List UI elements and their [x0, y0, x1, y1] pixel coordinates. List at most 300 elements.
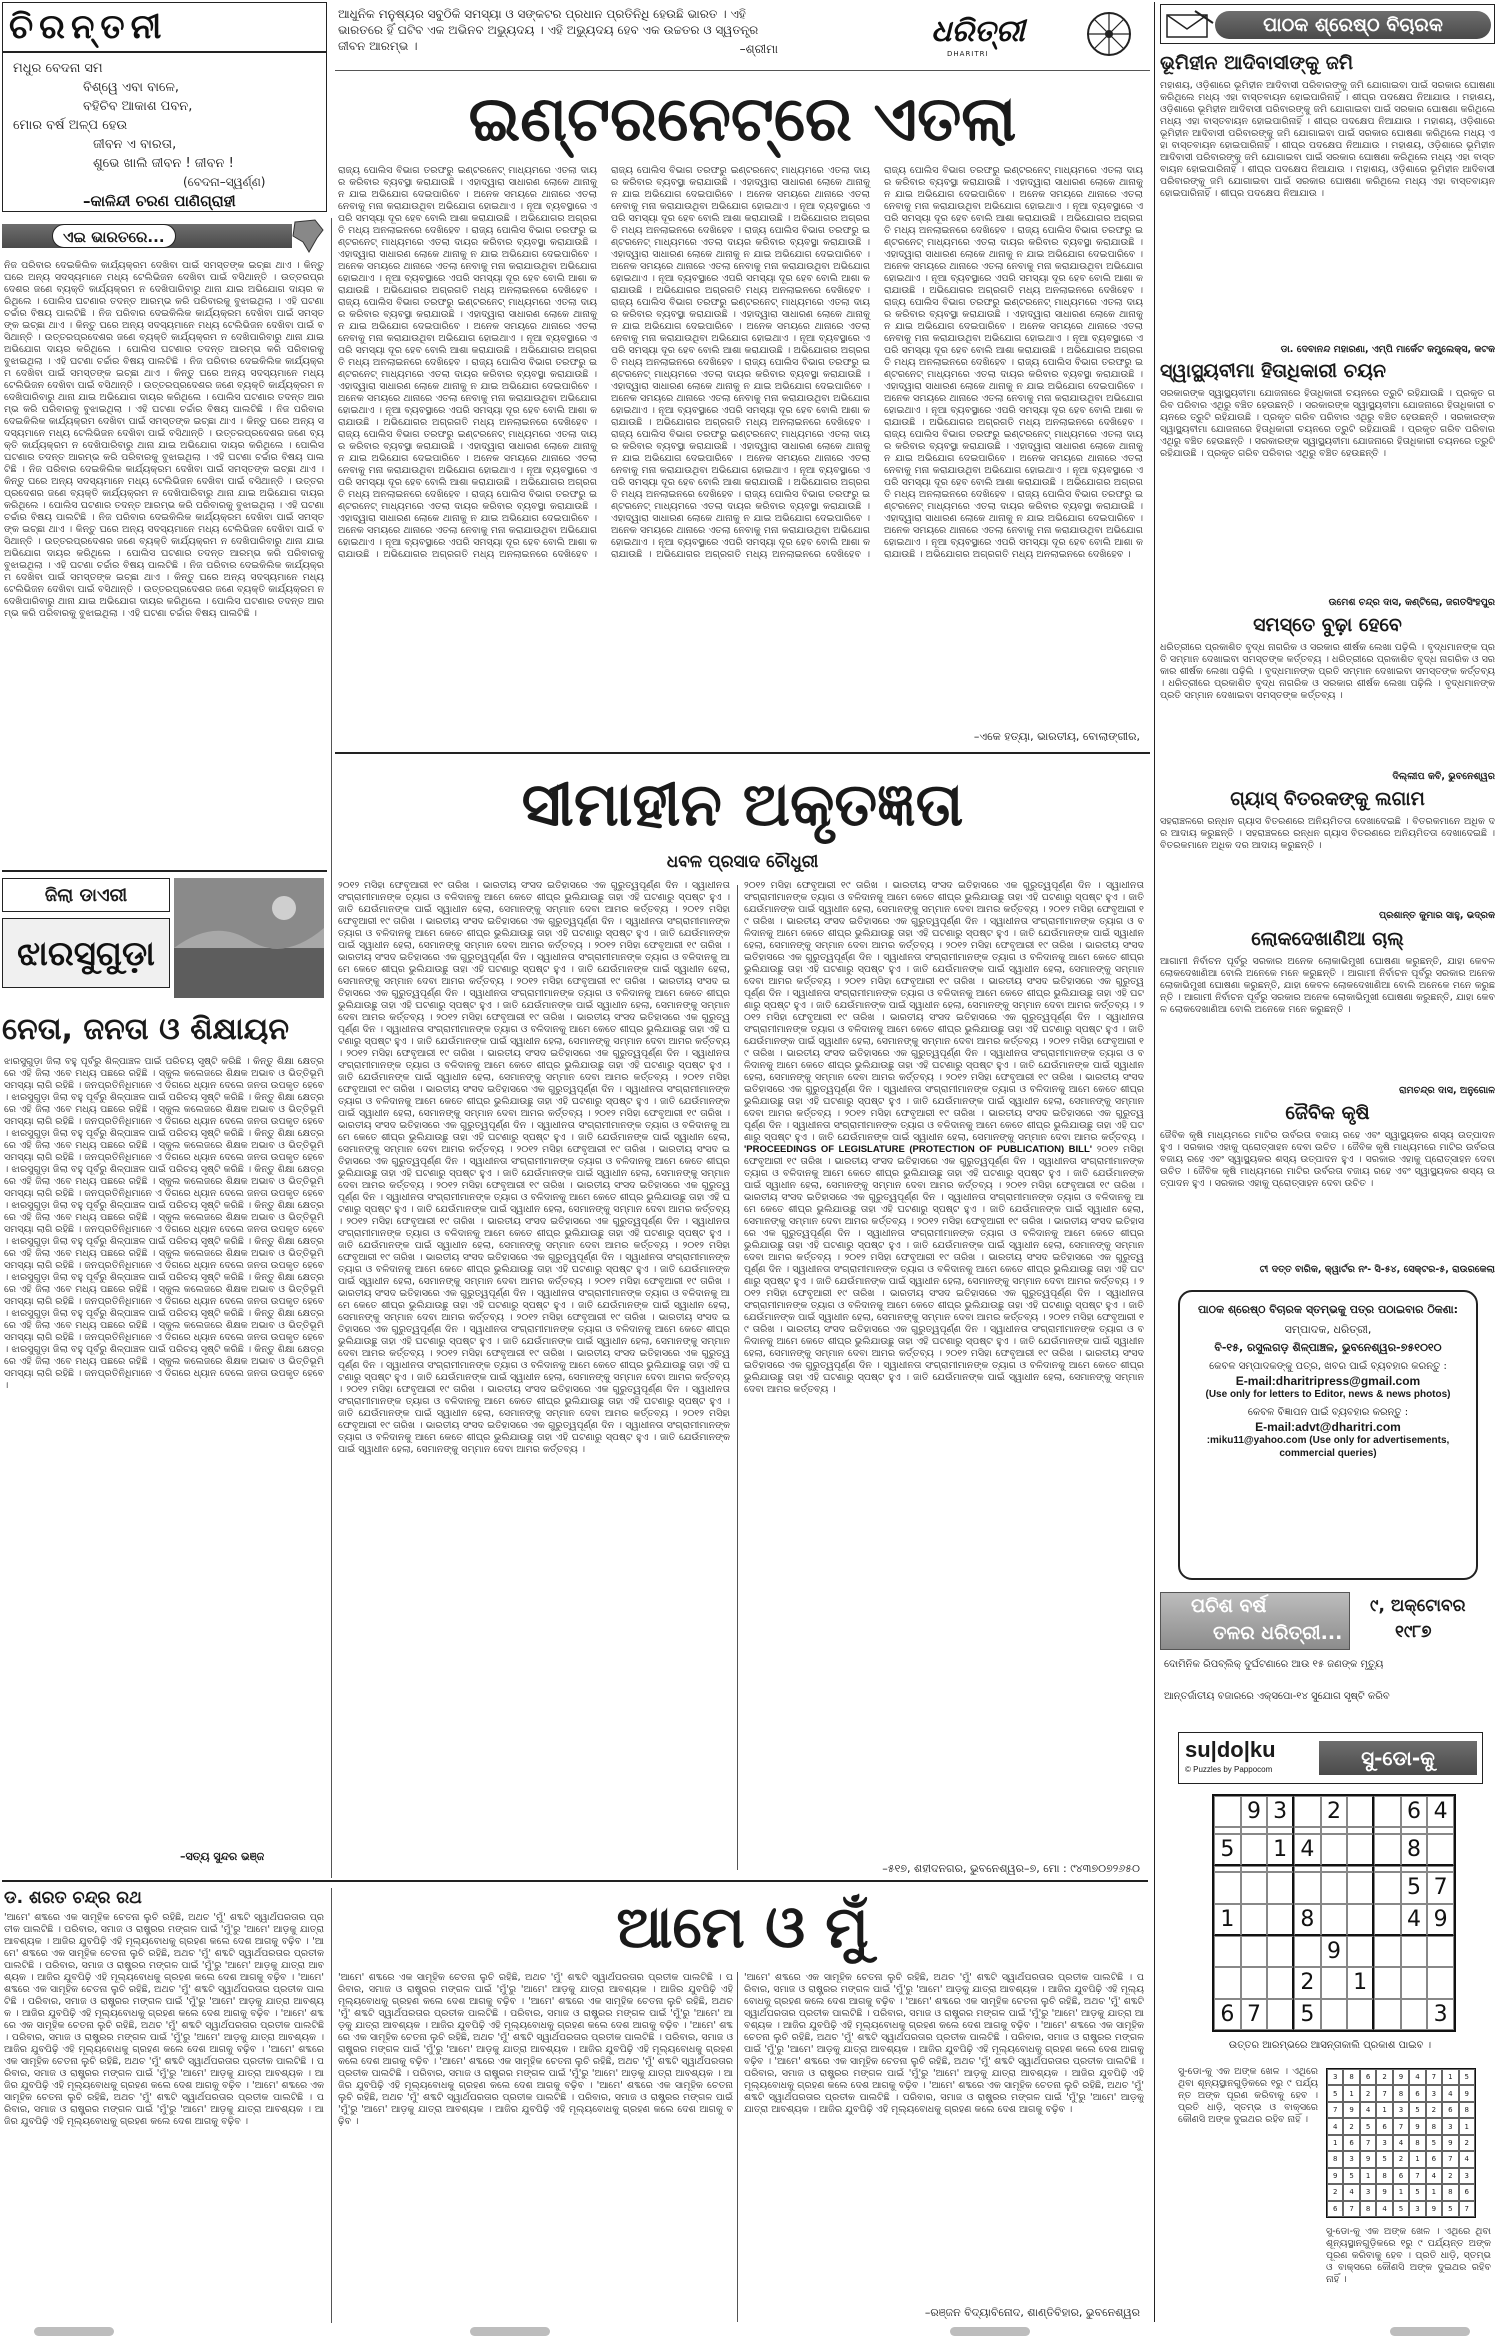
sudoku-cell[interactable]: [1347, 1834, 1374, 1866]
sudoku-cell[interactable]: [1294, 1796, 1321, 1827]
ame-body-c-cont4: 'ଆମେ' ଶବ୍ଦରେ ଏକ ସାମୂହିକ ଚେତନା ଲୁଚି ରହିଛି, ଅଥଚ 'ମୁଁ' ଶବ୍ଦଟି ସ୍ୱାର୍ଥପରତାର ପ୍ରତୀକ ପାଲଟିଛି । ପରିବାର, ସମାଜ ଓ ରାଷ୍ଟ୍ରର ମଙ୍ଗଳ ପାଇଁ 'ମୁଁ'ରୁ 'ଆମେ' ଆଡ଼କୁ ଯାତ୍ରା ଆବଶ୍ୟକ । ଆଜିର ଯୁବପିଢ଼ି ଏହି ମୂଲ୍ୟବୋଧକୁ ଗ୍ରହଣ କଲେ ଦେଶ ଆଗକୁ ବଢ଼ିବ ।: [744, 2080, 1144, 2115]
district-diary-label: ଜିଲା ଡାଏରୀ: [2, 878, 170, 912]
prev-solution-cell: 4: [1376, 2201, 1392, 2217]
letter-2: [1160, 358, 1495, 608]
sudoku-cell[interactable]: [1401, 1936, 1428, 1967]
pachisa-item-2: ଆନ୍ତର୍ଜାତୀୟ ବଜାରରେ ଏକ୍‌ସପୋ-୧୪ ସୁଯୋଗ ସୃଷ୍ଟି କରିବ: [1164, 1691, 1390, 1702]
sudoku-cell: 6: [1401, 1796, 1428, 1827]
prev-solution-cell: 1: [1376, 2102, 1392, 2118]
simahina-body-b-cont8: ୨୦୧୨ ମସିହା ଫେବୃଆରୀ ୧୯ ତାରିଖ । ଭାରତୀୟ ସଂସଦ ଇତିହାସରେ ଏକ ଗୁରୁତ୍ୱପୂର୍ଣ୍ଣ ଦିନ । ସ୍ୱାଧୀନତା ସଂଗ୍ରାମୀମାନଙ୍କ ତ୍ୟାଗ ଓ ବଳିଦାନକୁ ଆମେ କେତେ ଶୀଘ୍ର ଭୁଲିଯାଉଛୁ ତାହା ଏହି ଘଟଣାରୁ ସ୍ପଷ୍ଟ ହୁଏ । ଜାତି ଯେଉଁମାନଙ୍କ ପାଇଁ ସ୍ୱାଧୀନ ହେଲା, ସେମାନଙ୍କୁ ସମ୍ମାନ ଦେବା ଆମର କର୍ତ୍ତବ୍ୟ ।: [744, 1144, 1144, 1191]
prev-solution-cell: 9: [1327, 2168, 1343, 2184]
prev-solution-cell: 6: [1442, 2102, 1458, 2118]
sudoku-cell[interactable]: [1321, 1904, 1348, 1936]
prev-solution-cell: 5: [1426, 2135, 1442, 2151]
sudoku-cell[interactable]: [1347, 1936, 1374, 1967]
prev-solution-cell: 8: [1343, 2069, 1359, 2085]
prev-solution-cell: 3: [1442, 2118, 1458, 2134]
sudoku-cell: 8: [1294, 1904, 1321, 1936]
ame-body-c: 'ଆମେ' ଶବ୍ଦରେ ଏକ ସାମୂହିକ ଚେତନା ଲୁଚି ରହିଛି, ଅଥଚ 'ମୁଁ' ଶବ୍ଦଟି ସ୍ୱାର୍ଥପରତାର ପ୍ରତୀକ ପାଲଟିଛି । ପରିବାର, ସମାଜ ଓ ରାଷ୍ଟ୍ରର ମଙ୍ଗଳ ପାଇଁ 'ମୁଁ'ରୁ 'ଆମେ' ଆଡ଼କୁ ଯାତ୍ରା ଆବଶ୍ୟକ । ଆଜିର ଯୁବପିଢ଼ି ଏହି ମୂଲ୍ୟବୋଧକୁ ଗ୍ରହଣ କଲେ ଦେଶ ଆଗକୁ ବଢ଼ିବ ।: [744, 1972, 1144, 2007]
sudoku-cell[interactable]: [1374, 1872, 1401, 1903]
dharitri-logo: [925, 6, 1143, 64]
prev-solution-cell: 2: [1442, 2168, 1458, 2184]
neta-body-cont8: ଝାରସୁଗୁଡ଼ା ଜିଲା ବହୁ ପୂର୍ବରୁ ଶିଳ୍ପାଞ୍ଚଳ ପାଇଁ ପରିଚୟ ସୃଷ୍ଟି କରିଛି । କିନ୍ତୁ ଶିକ୍ଷା କ୍ଷେତ୍ରରେ ଏହି ଜିଲା ଏବେ ମଧ୍ୟ ପଛରେ ରହିଛି । ସ୍କୁଲ କଲେଜରେ ଶିକ୍ଷକ ଅଭାବ ଓ ଭିତ୍ତିଭୂମି ସମସ୍ୟା ଲାଗି ରହିଛି । ଜନପ୍ରତିନିଧିମାନେ ଏ ଦିଗରେ ଧ୍ୟାନ ଦେଲେ ଜନତା ଉପକୃତ ହେବେ ।: [4, 1344, 324, 1391]
neta-article: [4, 1056, 324, 1866]
prev-solution-cell: 4: [1327, 2118, 1343, 2134]
sudoku-cell[interactable]: [1267, 1999, 1294, 2030]
simahina-col-1: [338, 880, 730, 1875]
sudoku-cell: 7: [1427, 1872, 1454, 1903]
district-diary: [2, 878, 327, 1006]
sudoku-cell[interactable]: [1374, 1834, 1401, 1866]
letter-2-title: ସ୍ୱାସ୍ଥ୍ୟବୀମା ହିତାଧିକାରୀ ଚୟନ: [1160, 360, 1386, 382]
pachisa-banner-line1: ପଚିଶ ବର୍ଷ: [1191, 1595, 1267, 1617]
prev-solution-cell: 3: [1393, 2102, 1409, 2118]
sudoku-cell[interactable]: [1347, 1796, 1374, 1827]
letter-3-body: [1160, 642, 1495, 762]
simahina-body-b-cont3: ୨୦୧୨ ମସିହା ଫେବୃଆରୀ ୧୯ ତାରିଖ । ଭାରତୀୟ ସଂସଦ ଇତିହାସରେ ଏକ ଗୁରୁତ୍ୱପୂର୍ଣ୍ଣ ଦିନ । ସ୍ୱାଧୀନତା ସଂଗ୍ରାମୀମାନଙ୍କ ତ୍ୟାଗ ଓ ବଳିଦାନକୁ ଆମେ କେତେ ଶୀଘ୍ର ଭୁଲିଯାଉଛୁ ତାହା ଏହି ଘଟଣାରୁ ସ୍ପଷ୍ଟ ହୁଏ । ଜାତି ଯେଉଁମାନଙ୍କ ପାଇଁ ସ୍ୱାଧୀନ ହେଲା, ସେମାନଙ୍କୁ ସମ୍ମାନ ଦେବା ଆମର କର୍ତ୍ତବ୍ୟ ।: [744, 976, 1144, 1011]
quote-text: ଆଧୁନିକ ମନୁଷ୍ୟର ସବୁଠିକି ସମସ୍ୟା ଓ ସଙ୍କଟର ପ୍ରଧାନ ପ୍ରତିନିଧି ହେଉଛି ଭାରତ । ଏହି ଭାରତରେ ହିଁ ଘଟିବ ଏକ ଅଭିନବ ଅଭ୍ୟୁଦୟ । ଏହି ଅଭ୍ୟୁଦୟ ହେବ ଏକ ଉଚ୍ଚତର ଓ ସ୍ୱତନ୍ତ୍ର ଜୀବନ ଆରମ୍ଭ ।: [338, 7, 759, 53]
prev-solution-cell: 5: [1376, 2151, 1392, 2167]
pachisa-date-2: ୧୯୮୭: [1395, 1622, 1432, 1642]
footer-mark-2: [470, 2327, 550, 2336]
simahina-body-cont13: ୨୦୧୨ ମସିହା ଫେବୃଆରୀ ୧୯ ତାରିଖ । ଭାରତୀୟ ସଂସଦ ଇତିହାସରେ ଏକ ଗୁରୁତ୍ୱପୂର୍ଣ୍ଣ ଦିନ । ସ୍ୱାଧୀନତା ସଂଗ୍ରାମୀମାନଙ୍କ ତ୍ୟାଗ ଓ ବଳିଦାନକୁ ଆମେ କେତେ ଶୀଘ୍ର ଭୁଲିଯାଉଛୁ ତାହା ଏହି ଘଟଣାରୁ ସ୍ପଷ୍ଟ ହୁଏ । ଜାତି ଯେଉଁମାନଙ୍କ ପାଇଁ ସ୍ୱାଧୀନ ହେଲା, ସେମାନଙ୍କୁ ସମ୍ମାନ ଦେବା ଆମର କର୍ତ୍ତବ୍ୟ ।: [338, 1312, 730, 1359]
internet-body-cont6: ରାଜ୍ୟ ପୋଲିସ ବିଭାଗ ତରଫରୁ ଇଣ୍ଟରନେଟ୍ ମାଧ୍ୟମରେ ଏତଲା ଦାୟର କରିବାର ବ୍ୟବସ୍ଥା କରାଯାଉଛି । ଏହାଦ୍ୱାରା ସାଧାରଣ ଲୋକେ ଥାନାକୁ ନ ଯାଇ ଅଭିଯୋଗ ଦେଇପାରିବେ । ଅନେକ ସମୟରେ ଥାନାରେ ଏତଲା ନେବାକୁ ମନା କରାଯାଉଥିବା ଅଭିଯୋଗ ହୋଇଥାଏ । ନୂଆ ବ୍ୟବସ୍ଥାରେ ଏପରି ସମସ୍ୟା ଦୂର ହେବ ବୋଲି ଆଶା କରାଯାଉଛି । ଅଭିଯୋଗର ଅଗ୍ରଗତି ମଧ୍ୟ ଅନଲାଇନରେ ଦେଖିହେବ ।: [611, 165, 870, 236]
sudoku-cell: 1: [1347, 1967, 1374, 1998]
district-photo: [174, 878, 324, 998]
simahina-english: 'PROCEEDINGS OF LEGISLATURE (PROTECTION OF PUBLICATION) BILL': [744, 1144, 1093, 1155]
neta-body-cont4: ଝାରସୁଗୁଡ଼ା ଜିଲା ବହୁ ପୂର୍ବରୁ ଶିଳ୍ପାଞ୍ଚଳ ପାଇଁ ପରିଚୟ ସୃଷ୍ଟି କରିଛି । କିନ୍ତୁ ଶିକ୍ଷା କ୍ଷେତ୍ରରେ ଏହି ଜିଲା ଏବେ ମଧ୍ୟ ପଛରେ ରହିଛି । ସ୍କୁଲ କଲେଜରେ ଶିକ୍ଷକ ଅଭାବ ଓ ଭିତ୍ତିଭୂମି ସମସ୍ୟା ଲାଗି ରହିଛି । ଜନପ୍ରତିନିଧିମାନେ ଏ ଦିଗରେ ଧ୍ୟାନ ଦେଲେ ଜନତା ଉପକୃତ ହେବେ ।: [4, 1200, 324, 1247]
simahina-body-b-cont2: ୨୦୧୨ ମସିହା ଫେବୃଆରୀ ୧୯ ତାରିଖ । ଭାରତୀୟ ସଂସଦ ଇତିହାସରେ ଏକ ଗୁରୁତ୍ୱପୂର୍ଣ୍ଣ ଦିନ । ସ୍ୱାଧୀନତା ସଂଗ୍ରାମୀମାନଙ୍କ ତ୍ୟାଗ ଓ ବଳିଦାନକୁ ଆମେ କେତେ ଶୀଘ୍ର ଭୁଲିଯାଉଛୁ ତାହା ଏହି ଘଟଣାରୁ ସ୍ପଷ୍ଟ ହୁଏ । ଜାତି ଯେଉଁମାନଙ୍କ ପାଇଁ ସ୍ୱାଧୀନ ହେଲା, ସେମାନଙ୍କୁ ସମ୍ମାନ ଦେବା ଆମର କର୍ତ୍ତବ୍ୟ ।: [744, 940, 1144, 987]
letter-5-text: ଆଗାମୀ ନିର୍ବାଚନ ପୂର୍ବରୁ ସରକାର ଅନେକ ଲୋକାଭିମୁଖୀ ଘୋଷଣା କରୁଛନ୍ତି, ଯାହା କେବଳ ଲୋକଦେଖାଣିଆ ବୋଲି ଅନେକେ ମନେ କରୁଛନ୍ତି ।: [1160, 956, 1495, 979]
sudoku-cell: 9: [1241, 1796, 1268, 1827]
simahina-body-cont8: ୨୦୧୨ ମସିହା ଫେବୃଆରୀ ୧୯ ତାରିଖ । ଭାରତୀୟ ସଂସଦ ଇତିହାସରେ ଏକ ଗୁରୁତ୍ୱପୂର୍ଣ୍ଣ ଦିନ । ସ୍ୱାଧୀନତା ସଂଗ୍ରାମୀମାନଙ୍କ ତ୍ୟାଗ ଓ ବଳିଦାନକୁ ଆମେ କେତେ ଶୀଘ୍ର ଭୁଲିଯାଉଛୁ ତାହା ଏହି ଘଟଣାରୁ ସ୍ପଷ୍ଟ ହୁଏ । ଜାତି ଯେଉଁମାନଙ୍କ ପାଇଁ ସ୍ୱାଧୀନ ହେଲା, ସେମାନଙ୍କୁ ସମ୍ମାନ ଦେବା ଆମର କର୍ତ୍ତବ୍ୟ ।: [338, 1144, 730, 1191]
letter-5-text-cont2: ଆଗାମୀ ନିର୍ବାଚନ ପୂର୍ବରୁ ସରକାର ଅନେକ ଲୋକାଭିମୁଖୀ ଘୋଷଣା କରୁଛନ୍ତି, ଯାହା କେବଳ ଲୋକଦେଖାଣିଆ ବୋଲି ଅନେକେ ମନେ କରୁଛନ୍ତି ।: [1160, 992, 1495, 1015]
simahina-body-b-cont: ୨୦୧୨ ମସିହା ଫେବୃଆରୀ ୧୯ ତାରିଖ । ଭାରତୀୟ ସଂସଦ ଇତିହାସରେ ଏକ ଗୁରୁତ୍ୱପୂର୍ଣ୍ଣ ଦିନ । ସ୍ୱାଧୀନତା ସଂଗ୍ରାମୀମାନଙ୍କ ତ୍ୟାଗ ଓ ବଳିଦାନକୁ ଆମେ କେତେ ଶୀଘ୍ର ଭୁଲିଯାଉଛୁ ତାହା ଏହି ଘଟଣାରୁ ସ୍ପଷ୍ଟ ହୁଏ । ଜାତି ଯେଉଁମାନଙ୍କ ପାଇଁ ସ୍ୱାଧୀନ ହେଲା, ସେମାନଙ୍କୁ ସମ୍ମାନ ଦେବା ଆମର କର୍ତ୍ତବ୍ୟ ।: [744, 904, 1144, 951]
contact-email-note: (Use only for letters to Editor, news & news photos): [1205, 1389, 1451, 1400]
letter-3-text: ଧରିତ୍ରୀରେ ପ୍ରକାଶିତ ବୃଦ୍ଧ ନାଗରିକ ଓ ସରକାର ଶୀର୍ଷକ ଲେଖା ପଢ଼ିଲି । ବୃଦ୍ଧମାନଙ୍କ ପ୍ରତି ସମ୍ମାନ ଦେଖାଇବା ସମସ୍ତଙ୍କ କର୍ତ୍ତବ୍ୟ ।: [1160, 642, 1495, 665]
lower-divider: [2, 1880, 1148, 1882]
sudoku-cell[interactable]: [1374, 1796, 1401, 1827]
letter-6-text: ଜୈବିକ କୃଷି ମାଧ୍ୟମରେ ମାଟିର ଉର୍ବରତା ବଜାୟ ରହେ ଏବଂ ସ୍ୱାସ୍ଥ୍ୟକର ଶସ୍ୟ ଉତ୍ପାଦନ ହୁଏ । ସରକାର ଏହାକୁ ପ୍ରୋତ୍ସାହନ ଦେବା ଉଚିତ ।: [1160, 1130, 1495, 1153]
prev-solution: [1326, 2068, 1486, 2228]
simahina-body-b-cont9: ୨୦୧୨ ମସିହା ଫେବୃଆରୀ ୧୯ ତାରିଖ । ଭାରତୀୟ ସଂସଦ ଇତିହାସରେ ଏକ ଗୁରୁତ୍ୱପୂର୍ଣ୍ଣ ଦିନ । ସ୍ୱାଧୀନତା ସଂଗ୍ରାମୀମାନଙ୍କ ତ୍ୟାଗ ଓ ବଳିଦାନକୁ ଆମେ କେତେ ଶୀଘ୍ର ଭୁଲିଯାଉଛୁ ତାହା ଏହି ଘଟଣାରୁ ସ୍ପଷ୍ଟ ହୁଏ । ଜାତି ଯେଉଁମାନଙ୍କ ପାଇଁ ସ୍ୱାଧୀନ ହେଲା, ସେମାନଙ୍କୁ ସମ୍ମାନ ଦେବା ଆମର କର୍ତ୍ତବ୍ୟ ।: [744, 1180, 1144, 1227]
letter-5: [1160, 926, 1495, 1096]
letter-2-text-cont3: ସରକାରଙ୍କ ସ୍ୱାସ୍ଥ୍ୟବୀମା ଯୋଜନାରେ ହିତାଧିକାରୀ ଚୟନରେ ତ୍ରୁଟି ରହିଯାଉଛି । ପ୍ରକୃତ ଗରିବ ପରିବାର ଏଥିରୁ ବଞ୍ଚିତ ହେଉଛନ୍ତି ।: [1160, 436, 1495, 459]
prev-solution-cell: 6: [1426, 2151, 1442, 2167]
footer-mark-1: [34, 2327, 114, 2336]
internet-body-cont14: ରାଜ୍ୟ ପୋଲିସ ବିଭାଗ ତରଫରୁ ଇଣ୍ଟରନେଟ୍ ମାଧ୍ୟମରେ ଏତଲା ଦାୟର କରିବାର ବ୍ୟବସ୍ଥା କରାଯାଉଛି । ଏହାଦ୍ୱାରା ସାଧାରଣ ଲୋକେ ଥାନାକୁ ନ ଯାଇ ଅଭିଯୋଗ ଦେଇପାରିବେ । ଅନେକ ସମୟରେ ଥାନାରେ ଏତଲା ନେବାକୁ ମନା କରାଯାଉଥିବା ଅଭିଯୋଗ ହୋଇଥାଏ । ନୂଆ ବ୍ୟବସ୍ଥାରେ ଏପରି ସମସ୍ୟା ଦୂର ହେବ ବୋଲି ଆଶା କରାଯାଉଛି । ଅଭିଯୋଗର ଅଗ୍ରଗତି ମଧ୍ୟ ଅନଲାଇନରେ ଦେଖିହେବ ।: [884, 297, 1143, 368]
footer-mark-4: [1390, 2327, 1470, 2336]
left-divider-1: [2, 870, 327, 872]
letter-4-text: ସହରାଞ୍ଚଳରେ ରନ୍ଧନ ଗ୍ୟାସ ବିତରଣରେ ଅନିୟମିତତା ଦେଖାଦେଇଛି । ବିତରକମାନେ ଅଧିକ ଦର ଆଦାୟ କରୁଛନ୍ତି ।: [1160, 816, 1495, 839]
poem-source: (ବେଦନା–ସ୍ୱର୍ଣ୍ଣ): [183, 175, 266, 189]
ame-body-c-cont3: 'ଆମେ' ଶବ୍ଦରେ ଏକ ସାମୂହିକ ଚେତନା ଲୁଚି ରହିଛି, ଅଥଚ 'ମୁଁ' ଶବ୍ଦଟି ସ୍ୱାର୍ଥପରତାର ପ୍ରତୀକ ପାଲଟିଛି । ପରିବାର, ସମାଜ ଓ ରାଷ୍ଟ୍ରର ମଙ୍ଗଳ ପାଇଁ 'ମୁଁ'ରୁ 'ଆମେ' ଆଡ଼କୁ ଯାତ୍ରା ଆବଶ୍ୟକ । ଆଜିର ଯୁବପିଢ଼ି ଏହି ମୂଲ୍ୟବୋଧକୁ ଗ୍ରହଣ କଲେ ଦେଶ ଆଗକୁ ବଢ଼ିବ ।: [744, 2056, 1144, 2091]
simahina-body-b-cont7: ୨୦୧୨ ମସିହା ଫେବୃଆରୀ ୧୯ ତାରିଖ । ଭାରତୀୟ ସଂସଦ ଇତିହାସରେ ଏକ ଗୁରୁତ୍ୱପୂର୍ଣ୍ଣ ଦିନ । ସ୍ୱାଧୀନତା ସଂଗ୍ରାମୀମାନଙ୍କ ତ୍ୟାଗ ଓ ବଳିଦାନକୁ ଆମେ କେତେ ଶୀଘ୍ର ଭୁଲିଯାଉଛୁ ତାହା ଏହି ଘଟଣାରୁ ସ୍ପଷ୍ଟ ହୁଏ । ଜାତି ଯେଉଁମାନଙ୍କ ପାଇଁ ସ୍ୱାଧୀନ ହେଲା, ସେମାନଙ୍କୁ ସମ୍ମାନ ଦେବା ଆମର କର୍ତ୍ତବ୍ୟ ।: [744, 1108, 1144, 1143]
prev-solution-cell: 6: [1393, 2168, 1409, 2184]
sudoku-cell[interactable]: [1294, 1936, 1321, 1967]
ame-body-b-cont: 'ଆମେ' ଶବ୍ଦରେ ଏକ ସାମୂହିକ ଚେତନା ଲୁଚି ରହିଛି, ଅଥଚ 'ମୁଁ' ଶବ୍ଦଟି ସ୍ୱାର୍ଥପରତାର ପ୍ରତୀକ ପାଲଟିଛି । ପରିବାର, ସମାଜ ଓ ରାଷ୍ଟ୍ରର ମଙ୍ଗଳ ପାଇଁ 'ମୁଁ'ରୁ 'ଆମେ' ଆଡ଼କୁ ଯାତ୍ରା ଆବଶ୍ୟକ । ଆଜିର ଯୁବପିଢ଼ି ଏହି ମୂଲ୍ୟବୋଧକୁ ଗ୍ରହଣ କଲେ ଦେଶ ଆଗକୁ ବଢ଼ିବ ।: [338, 1996, 733, 2031]
ei-bharatare-body: ନିଜ ପରିବାର ଦେଇକିଲିକ କାର୍ଯ୍ୟକ୍ରମ ଦେଖିବା ପାଇଁ ସମସ୍ତଙ୍କ ଇଚ୍ଛା ଥାଏ । କିନ୍ତୁ ଘରେ ଅନ୍ୟ ସଦସ୍ୟମାନେ ମଧ୍ୟ ଟେଲିଭିଜନ ଦେଖିବା ପାଇଁ ବସିଥାନ୍ତି । ଉତ୍ତରପ୍ରଦେଶର ଜଣେ ବ୍ୟକ୍ତି କାର୍ଯ୍ୟକ୍ରମ ନ ଦେଖିପାରିବାରୁ ଥାନା ଯାଇ ଅଭିଯୋଗ ଦାୟର କରିଥିଲେ । ପୋଲିସ ଘଟଣାର ତଦନ୍ତ ଆରମ୍ଭ କରି ପରିବାରକୁ ବୁଝାଇଥିଲା । ଏହି ଘଟଣା ଚର୍ଚ୍ଚାର ବିଷୟ ପାଲଟିଛି ।: [4, 260, 324, 319]
prev-solution-cell: 6: [1376, 2118, 1392, 2134]
pathaka-title: ପାଠକ ଶ୍ରେଷ୍ଠ ବିଚାରକ: [1215, 11, 1491, 39]
col-rule-3: [331, 1888, 332, 2323]
sudoku-cell[interactable]: [1241, 1872, 1268, 1903]
prev-solution-cell: 2: [1393, 2151, 1409, 2167]
sudoku-cell[interactable]: [1427, 1967, 1454, 1998]
letter-4-body: [1160, 816, 1495, 901]
simahina-body-cont6: ୨୦୧୨ ମସିହା ଫେବୃଆରୀ ୧୯ ତାରିଖ । ଭାରତୀୟ ସଂସଦ ଇତିହାସରେ ଏକ ଗୁରୁତ୍ୱପୂର୍ଣ୍ଣ ଦିନ । ସ୍ୱାଧୀନତା ସଂଗ୍ରାମୀମାନଙ୍କ ତ୍ୟାଗ ଓ ବଳିଦାନକୁ ଆମେ କେତେ ଶୀଘ୍ର ଭୁଲିଯାଉଛୁ ତାହା ଏହି ଘଟଣାରୁ ସ୍ପଷ୍ଟ ହୁଏ । ଜାତି ଯେଉଁମାନଙ୍କ ପାଇଁ ସ୍ୱାଧୀନ ହେଲା, ସେମାନଙ୍କୁ ସମ୍ମାନ ଦେବା ଆମର କର୍ତ୍ତବ୍ୟ ।: [338, 1072, 730, 1119]
internet-byline: –ଏକେ ହତ୍ୟା, ଭାରତୀୟ, ବୋଲାଙ୍ଗୀର,: [973, 730, 1140, 743]
internet-body-cont4: ରାଜ୍ୟ ପୋଲିସ ବିଭାଗ ତରଫରୁ ଇଣ୍ଟରନେଟ୍ ମାଧ୍ୟମରେ ଏତଲା ଦାୟର କରିବାର ବ୍ୟବସ୍ଥା କରାଯାଉଛି । ଏହାଦ୍ୱାରା ସାଧାରଣ ଲୋକେ ଥାନାକୁ ନ ଯାଇ ଅଭିଯୋଗ ଦେଇପାରିବେ । ଅନେକ ସମୟରେ ଥାନାରେ ଏତଲା ନେବାକୁ ମନା କରାଯାଉଥିବା ଅଭିଯୋଗ ହୋଇଥାଏ । ନୂଆ ବ୍ୟବସ୍ଥାରେ ଏପରି ସମସ୍ୟା ଦୂର ହେବ ବୋଲି ଆଶା କରାଯାଉଛି । ଅଭିଯୋଗର ଅଗ୍ରଗତି ମଧ୍ୟ ଅନଲାଇନରେ ଦେଖିହେବ ।: [338, 429, 597, 500]
internet-body-cont: ରାଜ୍ୟ ପୋଲିସ ବିଭାଗ ତରଫରୁ ଇଣ୍ଟରନେଟ୍ ମାଧ୍ୟମରେ ଏତଲା ଦାୟର କରିବାର ବ୍ୟବସ୍ଥା କରାଯାଉଛି । ଏହାଦ୍ୱାରା ସାଧାରଣ ଲୋକେ ଥାନାକୁ ନ ଯାଇ ଅଭିଯୋଗ ଦେଇପାରିବେ । ଅନେକ ସମୟରେ ଥାନାରେ ଏତଲା ନେବାକୁ ମନା କରାଯାଉଥିବା ଅଭିଯୋଗ ହୋଇଥାଏ । ନୂଆ ବ୍ୟବସ୍ଥାରେ ଏପରି ସମସ୍ୟା ଦୂର ହେବ ବୋଲି ଆଶା କରାଯାଉଛି । ଅଭିଯୋଗର ଅଗ୍ରଗତି ମଧ୍ୟ ଅନଲାଇନରେ ଦେଖିହେବ ।: [338, 225, 597, 296]
masthead-rule: [335, 70, 1150, 71]
sudoku-cell[interactable]: [1321, 1872, 1348, 1903]
letter-5-body: [1160, 956, 1495, 1076]
prev-solution-note: [1326, 2226, 1491, 2286]
poem: [13, 59, 323, 173]
letter-6-sig: ଟୀ ଦତ୍ତ ବାରିକ, କ୍ୱାର୍ଟର ନଂ- ସି-୫୪, ସେକ୍ଟର-୫, ରାଉରକେଲା: [1259, 1264, 1495, 1275]
ame-body-c-cont2: 'ଆମେ' ଶବ୍ଦରେ ଏକ ସାମୂହିକ ଚେତନା ଲୁଚି ରହିଛି, ଅଥଚ 'ମୁଁ' ଶବ୍ଦଟି ସ୍ୱାର୍ଥପରତାର ପ୍ରତୀକ ପାଲଟିଛି । ପରିବାର, ସମାଜ ଓ ରାଷ୍ଟ୍ରର ମଙ୍ଗଳ ପାଇଁ 'ମୁଁ'ରୁ 'ଆମେ' ଆଡ଼କୁ ଯାତ୍ରା ଆବଶ୍ୟକ । ଆଜିର ଯୁବପିଢ଼ି ଏହି ମୂଲ୍ୟବୋଧକୁ ଗ୍ରହଣ କଲେ ଦେଶ ଆଗକୁ ବଢ଼ିବ ।: [744, 2020, 1144, 2067]
internet-body-cont10: ରାଜ୍ୟ ପୋଲିସ ବିଭାଗ ତରଫରୁ ଇଣ୍ଟରନେଟ୍ ମାଧ୍ୟମରେ ଏତଲା ଦାୟର କରିବାର ବ୍ୟବସ୍ଥା କରାଯାଉଛି । ଏହାଦ୍ୱାରା ସାଧାରଣ ଲୋକେ ଥାନାକୁ ନ ଯାଇ ଅଭିଯୋଗ ଦେଇପାରିବେ । ଅନେକ ସମୟରେ ଥାନାରେ ଏତଲା ନେବାକୁ ମନା କରାଯାଉଥିବା ଅଭିଯୋଗ ହୋଇଥାଏ । ନୂଆ ବ୍ୟବସ୍ଥାରେ ଏପରି ସମସ୍ୟା ଦୂର ହେବ ବୋଲି ଆଶା କରାଯାଉଛି । ଅଭିଯୋଗର ଅଗ୍ରଗତି ମଧ୍ୟ ଅନଲାଇନରେ ଦେଖିହେବ ।: [611, 429, 870, 500]
prev-solution-cell: 8: [1327, 2151, 1343, 2167]
internet-body-cont11: ରାଜ୍ୟ ପୋଲିସ ବିଭାଗ ତରଫରୁ ଇଣ୍ଟରନେଟ୍ ମାଧ୍ୟମରେ ଏତଲା ଦାୟର କରିବାର ବ୍ୟବସ୍ଥା କରାଯାଉଛି । ଏହାଦ୍ୱାରା ସାଧାରଣ ଲୋକେ ଥାନାକୁ ନ ଯାଇ ଅଭିଯୋଗ ଦେଇପାରିବେ । ଅନେକ ସମୟରେ ଥାନାରେ ଏତଲା ନେବାକୁ ମନା କରାଯାଉଥିବା ଅଭିଯୋଗ ହୋଇଥାଏ । ନୂଆ ବ୍ୟବସ୍ଥାରେ ଏପରି ସମସ୍ୟା ଦୂର ହେବ ବୋଲି ଆଶା କରାଯାଉଛି । ଅଭିଯୋଗର ଅଗ୍ରଗତି ମଧ୍ୟ ଅନଲାଇନରେ ଦେଖିହେବ ।: [611, 489, 870, 560]
simahina-col-2: [744, 880, 1144, 1875]
sudoku-cell[interactable]: [1267, 1872, 1294, 1903]
neta-body-cont5: ଝାରସୁଗୁଡ଼ା ଜିଲା ବହୁ ପୂର୍ବରୁ ଶିଳ୍ପାଞ୍ଚଳ ପାଇଁ ପରିଚୟ ସୃଷ୍ଟି କରିଛି । କିନ୍ତୁ ଶିକ୍ଷା କ୍ଷେତ୍ରରେ ଏହି ଜିଲା ଏବେ ମଧ୍ୟ ପଛରେ ରହିଛି । ସ୍କୁଲ କଲେଜରେ ଶିକ୍ଷକ ଅଭାବ ଓ ଭିତ୍ତିଭୂମି ସମସ୍ୟା ଲାଗି ରହିଛି । ଜନପ୍ରତିନିଧିମାନେ ଏ ଦିଗରେ ଧ୍ୟାନ ଦେଲେ ଜନତା ଉପକୃତ ହେବେ ।: [4, 1236, 324, 1283]
contact-email[interactable]: E-mail:dharitripress@gmail.com: [1235, 1374, 1421, 1388]
internet-headline: ଇଣ୍ଟରନେଟ୍‌ରେ ଏତଲା: [468, 82, 1017, 155]
ei-bharatare-body-cont6: ନିଜ ପରିବାର ଦେଇକିଲିକ କାର୍ଯ୍ୟକ୍ରମ ଦେଖିବା ପାଇଁ ସମସ୍ତଙ୍କ ଇଚ୍ଛା ଥାଏ । କିନ୍ତୁ ଘରେ ଅନ୍ୟ ସଦସ୍ୟମାନେ ମଧ୍ୟ ଟେଲିଭିଜନ ଦେଖିବା ପାଇଁ ବସିଥାନ୍ତି । ଉତ୍ତରପ୍ରଦେଶର ଜଣେ ବ୍ୟକ୍ତି କାର୍ଯ୍ୟକ୍ରମ ନ ଦେଖିପାରିବାରୁ ଥାନା ଯାଇ ଅଭିଯୋଗ ଦାୟର କରିଥିଲେ । ପୋଲିସ ଘଟଣାର ତଦନ୍ତ ଆରମ୍ଭ କରି ପରିବାରକୁ ବୁଝାଇଥିଲା । ଏହି ଘଟଣା ଚର୍ଚ୍ଚାର ବିଷୟ ପାଲଟିଛି ।: [4, 560, 324, 619]
ame-headline: ଆମେ ଓ ମୁଁ: [616, 1893, 869, 1961]
prev-solution-cell: 9: [1409, 2118, 1425, 2134]
prev-solution-cell: 5: [1459, 2069, 1475, 2085]
letter-1-text-cont2: ମହାଶୟ, ଓଡ଼ିଶାରେ ଭୂମିହୀନ ଆଦିବାସୀ ପରିବାରଙ୍କୁ ଜମି ଯୋଗାଇବା ପାଇଁ ସରକାର ଘୋଷଣା କରିଥିଲେ ମଧ୍ୟ ଏହା ବାସ୍ତବାୟନ ହୋଇପାରିନାହିଁ । ଶୀଘ୍ର ପଦକ୍ଷେପ ନିଆଯାଉ ।: [1160, 116, 1495, 151]
sudoku-cell[interactable]: [1347, 1999, 1374, 2030]
ame-body-b-cont4: 'ଆମେ' ଶବ୍ଦରେ ଏକ ସାମୂହିକ ଚେତନା ଲୁଚି ରହିଛି, ଅଥଚ 'ମୁଁ' ଶବ୍ଦଟି ସ୍ୱାର୍ଥପରତାର ପ୍ରତୀକ ପାଲଟିଛି । ପରିବାର, ସମାଜ ଓ ରାଷ୍ଟ୍ରର ମଙ୍ଗଳ ପାଇଁ 'ମୁଁ'ରୁ 'ଆମେ' ଆଡ଼କୁ ଯାତ୍ରା ଆବଶ୍ୟକ । ଆଜିର ଯୁବପିଢ଼ି ଏହି ମୂଲ୍ୟବୋଧକୁ ଗ୍ରହଣ କଲେ ଦେଶ ଆଗକୁ ବଢ଼ିବ ।: [338, 2080, 733, 2127]
prev-solution-cell: 5: [1360, 2118, 1376, 2134]
ei-bharatare-article: [4, 260, 324, 900]
sudoku-cell[interactable]: [1401, 1999, 1428, 2030]
letter-1-text-cont: ମହାଶୟ, ଓଡ଼ିଶାରେ ଭୂମିହୀନ ଆଦିବାସୀ ପରିବାରଙ୍କୁ ଜମି ଯୋଗାଇବା ପାଇଁ ସରକାର ଘୋଷଣା କରିଥିଲେ ମଧ୍ୟ ଏହା ବାସ୍ତବାୟନ ହୋଇପାରିନାହିଁ । ଶୀଘ୍ର ପଦକ୍ଷେପ ନିଆଯାଉ ।: [1160, 92, 1495, 127]
sudoku-cell[interactable]: [1214, 1796, 1241, 1827]
sudoku-desc: [1178, 2066, 1318, 2254]
sudoku-cell[interactable]: [1214, 1936, 1241, 1967]
sudoku-cell[interactable]: [1214, 1967, 1241, 1998]
letter-4-title: ଗ୍ୟାସ୍ ବିତରକଙ୍କୁ ଲଗାମ: [1230, 788, 1425, 810]
simahina-body-cont14: ୨୦୧୨ ମସିହା ଫେବୃଆରୀ ୧୯ ତାରିଖ । ଭାରତୀୟ ସଂସଦ ଇତିହାସରେ ଏକ ଗୁରୁତ୍ୱପୂର୍ଣ୍ଣ ଦିନ । ସ୍ୱାଧୀନତା ସଂଗ୍ରାମୀମାନଙ୍କ ତ୍ୟାଗ ଓ ବଳିଦାନକୁ ଆମେ କେତେ ଶୀଘ୍ର ଭୁଲିଯାଉଛୁ ତାହା ଏହି ଘଟଣାରୁ ସ୍ପଷ୍ଟ ହୁଏ । ଜାତି ଯେଉଁମାନଙ୍କ ପାଇଁ ସ୍ୱାଧୀନ ହେଲା, ସେମାନଙ୍କୁ ସମ୍ମାନ ଦେବା ଆମର କର୍ତ୍ତବ୍ୟ ।: [338, 1348, 730, 1395]
prev-solution-cell: 8: [1360, 2201, 1376, 2217]
pachisa-banner: [1160, 1592, 1350, 1650]
sudoku-cell[interactable]: [1374, 1999, 1401, 2030]
internet-bottom-rule: [335, 752, 1150, 754]
internet-body-cont15: ରାଜ୍ୟ ପୋଲିସ ବିଭାଗ ତରଫରୁ ଇଣ୍ଟରନେଟ୍ ମାଧ୍ୟମରେ ଏତଲା ଦାୟର କରିବାର ବ୍ୟବସ୍ଥା କରାଯାଉଛି । ଏହାଦ୍ୱାରା ସାଧାରଣ ଲୋକେ ଥାନାକୁ ନ ଯାଇ ଅଭିଯୋଗ ଦେଇପାରିବେ । ଅନେକ ସମୟରେ ଥାନାରେ ଏତଲା ନେବାକୁ ମନା କରାଯାଉଥିବା ଅଭିଯୋଗ ହୋଇଥାଏ । ନୂଆ ବ୍ୟବସ୍ଥାରେ ଏପରି ସମସ୍ୟା ଦୂର ହେବ ବୋଲି ଆଶା କରାଯାଉଛି । ଅଭିଯୋଗର ଅଗ୍ରଗତି ମଧ୍ୟ ଅନଲାଇନରେ ଦେଖିହେବ ।: [884, 357, 1143, 428]
sudoku-cell[interactable]: [1321, 1999, 1348, 2030]
prev-solution-cell: 7: [1442, 2151, 1458, 2167]
sudoku-cell[interactable]: [1374, 1967, 1401, 1998]
simahina-author: ଧବଳ ପ୍ରସାଦ ଚୌଧୁରୀ: [666, 852, 819, 872]
poem-line: ଜୀବନ ଏ ବାରତା,: [93, 137, 177, 152]
sudoku-cell[interactable]: [1321, 1834, 1348, 1866]
ame-body-b: 'ଆମେ' ଶବ୍ଦରେ ଏକ ସାମୂହିକ ଚେତନା ଲୁଚି ରହିଛି, ଅଥଚ 'ମୁଁ' ଶବ୍ଦଟି ସ୍ୱାର୍ଥପରତାର ପ୍ରତୀକ ପାଲଟିଛି । ପରିବାର, ସମାଜ ଓ ରାଷ୍ଟ୍ରର ମଙ୍ଗଳ ପାଇଁ 'ମୁଁ'ରୁ 'ଆମେ' ଆଡ଼କୁ ଯାତ୍ରା ଆବଶ୍ୟକ । ଆଜିର ଯୁବପିଢ଼ି ଏହି ମୂଲ୍ୟବୋଧକୁ ଗ୍ରହଣ କଲେ ଦେଶ ଆଗକୁ ବଢ଼ିବ ।: [338, 1972, 733, 2007]
ame-body-b-cont2: 'ଆମେ' ଶବ୍ଦରେ ଏକ ସାମୂହିକ ଚେତନା ଲୁଚି ରହିଛି, ଅଥଚ 'ମୁଁ' ଶବ୍ଦଟି ସ୍ୱାର୍ଥପରତାର ପ୍ରତୀକ ପାଲଟିଛି । ପରିବାର, ସମାଜ ଓ ରାଷ୍ଟ୍ରର ମଙ୍ଗଳ ପାଇଁ 'ମୁଁ'ରୁ 'ଆମେ' ଆଡ଼କୁ ଯାତ୍ରା ଆବଶ୍ୟକ । ଆଜିର ଯୁବପିଢ଼ି ଏହି ମୂଲ୍ୟବୋଧକୁ ଗ୍ରହଣ କଲେ ଦେଶ ଆଗକୁ ବଢ଼ିବ ।: [338, 2020, 733, 2067]
internet-body-cont3: ରାଜ୍ୟ ପୋଲିସ ବିଭାଗ ତରଫରୁ ଇଣ୍ଟରନେଟ୍ ମାଧ୍ୟମରେ ଏତଲା ଦାୟର କରିବାର ବ୍ୟବସ୍ଥା କରାଯାଉଛି । ଏହାଦ୍ୱାରା ସାଧାରଣ ଲୋକେ ଥାନାକୁ ନ ଯାଇ ଅଭିଯୋଗ ଦେଇପାରିବେ । ଅନେକ ସମୟରେ ଥାନାରେ ଏତଲା ନେବାକୁ ମନା କରାଯାଉଥିବା ଅଭିଯୋଗ ହୋଇଥାଏ । ନୂଆ ବ୍ୟବସ୍ଥାରେ ଏପରି ସମସ୍ୟା ଦୂର ହେବ ବୋଲି ଆଶା କରାଯାଉଛି । ଅଭିଯୋଗର ଅଗ୍ରଗତି ମଧ୍ୟ ଅନଲାଇନରେ ଦେଖିହେବ ।: [338, 357, 597, 428]
neta-body: ଝାରସୁଗୁଡ଼ା ଜିଲା ବହୁ ପୂର୍ବରୁ ଶିଳ୍ପାଞ୍ଚଳ ପାଇଁ ପରିଚୟ ସୃଷ୍ଟି କରିଛି । କିନ୍ତୁ ଶିକ୍ଷା କ୍ଷେତ୍ରରେ ଏହି ଜିଲା ଏବେ ମଧ୍ୟ ପଛରେ ରହିଛି । ସ୍କୁଲ କଲେଜରେ ଶିକ୍ଷକ ଅଭାବ ଓ ଭିତ୍ତିଭୂମି ସମସ୍ୟା ଲାଗି ରହିଛି । ଜନପ୍ରତିନିଧିମାନେ ଏ ଦିଗରେ ଧ୍ୟାନ ଦେଲେ ଜନତା ଉପକୃତ ହେବେ ।: [4, 1056, 324, 1103]
letter-1-text: ମହାଶୟ, ଓଡ଼ିଶାରେ ଭୂମିହୀନ ଆଦିବାସୀ ପରିବାରଙ୍କୁ ଜମି ଯୋଗାଇବା ପାଇଁ ସରକାର ଘୋଷଣା କରିଥିଲେ ମଧ୍ୟ ଏହା ବାସ୍ତବାୟନ ହୋଇପାରିନାହିଁ । ଶୀଘ୍ର ପଦକ୍ଷେପ ନିଆଯାଉ ।: [1160, 80, 1495, 103]
prev-solution-cell: 1: [1409, 2151, 1425, 2167]
prev-solution-cell: 7: [1327, 2102, 1343, 2118]
simahina-body-cont3: ୨୦୧୨ ମସିହା ଫେବୃଆରୀ ୧୯ ତାରିଖ । ଭାରତୀୟ ସଂସଦ ଇତିହାସରେ ଏକ ଗୁରୁତ୍ୱପୂର୍ଣ୍ଣ ଦିନ । ସ୍ୱାଧୀନତା ସଂଗ୍ରାମୀମାନଙ୍କ ତ୍ୟାଗ ଓ ବଳିଦାନକୁ ଆମେ କେତେ ଶୀଘ୍ର ଭୁଲିଯାଉଛୁ ତାହା ଏହି ଘଟଣାରୁ ସ୍ପଷ୍ଟ ହୁଏ । ଜାତି ଯେଉଁମାନଙ୍କ ପାଇଁ ସ୍ୱାଧୀନ ହେଲା, ସେମାନଙ୍କୁ ସମ୍ମାନ ଦେବା ଆମର କର୍ତ୍ତବ୍ୟ ।: [338, 976, 730, 1023]
prev-solution-cell: 1: [1426, 2184, 1442, 2200]
prev-solution-cell: 7: [1426, 2069, 1442, 2085]
prev-solution-cell: 2: [1327, 2184, 1343, 2200]
letter-2-sig: ଉମେଶ ଚନ୍ଦ୍ର ଦାସ, କଣ୍ଟିଲୋ, ଜଗତସିଂହପୁର: [1328, 597, 1495, 608]
sudoku-cell: 2: [1321, 1796, 1348, 1827]
prev-solution-cell: 1: [1327, 2135, 1343, 2151]
letter-3-sig: ଦିଲ୍ଲୀପ କବି, ଭୁବନେଶ୍ୱର: [1392, 771, 1495, 782]
internet-body-cont5: ରାଜ୍ୟ ପୋଲିସ ବିଭାଗ ତରଫରୁ ଇଣ୍ଟରନେଟ୍ ମାଧ୍ୟମରେ ଏତଲା ଦାୟର କରିବାର ବ୍ୟବସ୍ଥା କରାଯାଉଛି । ଏହାଦ୍ୱାରା ସାଧାରଣ ଲୋକେ ଥାନାକୁ ନ ଯାଇ ଅଭିଯୋଗ ଦେଇପାରିବେ । ଅନେକ ସମୟରେ ଥାନାରେ ଏତଲା ନେବାକୁ ମନା କରାଯାଉଥିବା ଅଭିଯୋଗ ହୋଇଥାଏ । ନୂଆ ବ୍ୟବସ୍ଥାରେ ଏପରି ସମସ୍ୟା ଦୂର ହେବ ବୋଲି ଆଶା କରାଯାଉଛି । ଅଭିଯୋଗର ଅଗ୍ରଗତି ମଧ୍ୟ ଅନଲାଇନରେ ଦେଖିହେବ ।: [338, 489, 597, 560]
quote-box: [338, 6, 778, 64]
contact-box: [1178, 1290, 1478, 1580]
sudoku-cell[interactable]: [1267, 1967, 1294, 1998]
contact-adv-email[interactable]: E-mail:advt@dharitri.com: [1255, 1420, 1401, 1434]
letter-6-body: [1160, 1130, 1495, 1255]
sudoku-cell[interactable]: [1241, 1904, 1268, 1936]
letter-3-text-cont: ଧରିତ୍ରୀରେ ପ୍ରକାଶିତ ବୃଦ୍ଧ ନାଗରିକ ଓ ସରକାର ଶୀର୍ଷକ ଲେଖା ପଢ଼ିଲି । ବୃଦ୍ଧମାନଙ୍କ ପ୍ରତି ସମ୍ମାନ ଦେଖାଇବା ସମସ୍ତଙ୍କ କର୍ତ୍ତବ୍ୟ ।: [1160, 654, 1495, 689]
contact-adv-email2[interactable]: :miku11@yahoo.com (Use only for advertisements, commercial queries): [1206, 1435, 1450, 1459]
sudoku-cell[interactable]: [1374, 1904, 1401, 1936]
letter-5-title: ଲୋକଦେଖାଣିଆ ଚାଲ୍: [1251, 928, 1404, 950]
ame-col-3: [744, 1972, 1144, 2302]
letter-1-text-cont3: ମହାଶୟ, ଓଡ଼ିଶାରେ ଭୂମିହୀନ ଆଦିବାସୀ ପରିବାରଙ୍କୁ ଜମି ଯୋଗାଇବା ପାଇଁ ସରକାର ଘୋଷଣା କରିଥିଲେ ମଧ୍ୟ ଏହା ବାସ୍ତବାୟନ ହୋଇପାରିନାହିଁ । ଶୀଘ୍ର ପଦକ୍ଷେପ ନିଆଯାଉ ।: [1160, 140, 1495, 175]
sudoku-cell[interactable]: [1401, 1967, 1428, 1998]
prev-solution-cell: 7: [1376, 2085, 1392, 2101]
prev-solution-cell: 3: [1343, 2151, 1359, 2167]
letter-4-text-cont: ସହରାଞ୍ଚଳରେ ରନ୍ଧନ ଗ୍ୟାସ ବିତରଣରେ ଅନିୟମିତତା ଦେଖାଦେଇଛି । ବିତରକମାନେ ଅଧିକ ଦର ଆଦାୟ କରୁଛନ୍ତି ।: [1160, 828, 1495, 851]
sudoku-cell[interactable]: [1294, 1872, 1321, 1903]
prev-solution-cell: 9: [1426, 2201, 1442, 2217]
letter-6-text-cont: ଜୈବିକ କୃଷି ମାଧ୍ୟମରେ ମାଟିର ଉର୍ବରତା ବଜାୟ ରହେ ଏବଂ ସ୍ୱାସ୍ଥ୍ୟକର ଶସ୍ୟ ଉତ୍ପାଦନ ହୁଏ । ସରକାର ଏହାକୁ ପ୍ରୋତ୍ସାହନ ଦେବା ଉଚିତ ।: [1160, 1142, 1495, 1177]
prev-solution-cell: 7: [1360, 2135, 1376, 2151]
prev-solution-cell: 4: [1409, 2069, 1425, 2085]
simahina-headline: ସୀମାହୀନ ଅକୃତଜ୍ଞତା: [521, 770, 964, 840]
prev-solution-cell: 6: [1459, 2184, 1475, 2200]
prev-solution-cell: 2: [1343, 2118, 1359, 2134]
letter-envelope-icon: [1165, 9, 1215, 39]
neta-byline: –ସତ୍ୟ ସୁନ୍ଦର ଭଞ୍ଜ: [180, 1850, 265, 1863]
sudoku-cell: 9: [1427, 1904, 1454, 1936]
simahina-signoff: –୫୧୭, ଶହୀଦନଗର, ଭୁବନେଶ୍ୱର–୭, ମୋ : ୯୪୩୭୦୭୨୬୫୦: [882, 1862, 1140, 1875]
sudoku-cell[interactable]: [1267, 1936, 1294, 1967]
prev-solution-cell: 5: [1409, 2184, 1425, 2200]
sudoku-cell: 6: [1214, 1999, 1241, 2030]
prev-solution-cell: 6: [1409, 2085, 1425, 2101]
sudoku-cell[interactable]: [1241, 1834, 1268, 1866]
prev-solution-cell: 4: [1426, 2168, 1442, 2184]
ame-body-cont4: 'ଆମେ' ଶବ୍ଦରେ ଏକ ସାମୂହିକ ଚେତନା ଲୁଚି ରହିଛି, ଅଥଚ 'ମୁଁ' ଶବ୍ଦଟି ସ୍ୱାର୍ଥପରତାର ପ୍ରତୀକ ପାଲଟିଛି । ପରିବାର, ସମାଜ ଓ ରାଷ୍ଟ୍ରର ମଙ୍ଗଳ ପାଇଁ 'ମୁଁ'ରୁ 'ଆମେ' ଆଡ଼କୁ ଯାତ୍ରା ଆବଶ୍ୟକ । ଆଜିର ଯୁବପିଢ଼ି ଏହି ମୂଲ୍ୟବୋଧକୁ ଗ୍ରହଣ କଲେ ଦେଶ ଆଗକୁ ବଢ଼ିବ ।: [4, 2044, 324, 2091]
sudoku-cell[interactable]: [1347, 1872, 1374, 1903]
simahina-body-b: ୨୦୧୨ ମସିହା ଫେବୃଆରୀ ୧୯ ତାରିଖ । ଭାରତୀୟ ସଂସଦ ଇତିହାସରେ ଏକ ଗୁରୁତ୍ୱପୂର୍ଣ୍ଣ ଦିନ । ସ୍ୱାଧୀନତା ସଂଗ୍ରାମୀମାନଙ୍କ ତ୍ୟାଗ ଓ ବଳିଦାନକୁ ଆମେ କେତେ ଶୀଘ୍ର ଭୁଲିଯାଉଛୁ ତାହା ଏହି ଘଟଣାରୁ ସ୍ପଷ୍ଟ ହୁଏ । ଜାତି ଯେଉଁମାନଙ୍କ ପାଇଁ ସ୍ୱାଧୀନ ହେଲା, ସେମାନଙ୍କୁ ସମ୍ମାନ ଦେବା ଆମର କର୍ତ୍ତବ୍ୟ ।: [744, 880, 1144, 915]
sudoku-logo: su|do|ku: [1185, 1737, 1276, 1762]
sudoku-cell[interactable]: [1427, 1936, 1454, 1967]
sudoku-grid: [1212, 1794, 1456, 2032]
pachisa-item-1: ଦୋମିନିକ ରିପବ୍ଲିକ୍ ଦୁର୍ଘଟଣାରେ ଆଉ ୧୫ ଜଣଙ୍କ ମୃତ୍ୟୁ: [1164, 1659, 1384, 1670]
logo-text: ଧରିତ୍ରୀ: [931, 14, 1025, 49]
simahina-body-b-cont6: ୨୦୧୨ ମସିହା ଫେବୃଆରୀ ୧୯ ତାରିଖ । ଭାରତୀୟ ସଂସଦ ଇତିହାସରେ ଏକ ଗୁରୁତ୍ୱପୂର୍ଣ୍ଣ ଦିନ । ସ୍ୱାଧୀନତା ସଂଗ୍ରାମୀମାନଙ୍କ ତ୍ୟାଗ ଓ ବଳିଦାନକୁ ଆମେ କେତେ ଶୀଘ୍ର ଭୁଲିଯାଉଛୁ ତାହା ଏହି ଘଟଣାରୁ ସ୍ପଷ୍ଟ ହୁଏ । ଜାତି ଯେଉଁମାନଙ୍କ ପାଇଁ ସ୍ୱାଧୀନ ହେଲା, ସେମାନଙ୍କୁ ସମ୍ମାନ ଦେବା ଆମର କର୍ତ୍ତବ୍ୟ ।: [744, 1072, 1144, 1119]
simahina-body-cont12: ୨୦୧୨ ମସିହା ଫେବୃଆରୀ ୧୯ ତାରିଖ । ଭାରତୀୟ ସଂସଦ ଇତିହାସରେ ଏକ ଗୁରୁତ୍ୱପୂର୍ଣ୍ଣ ଦିନ । ସ୍ୱାଧୀନତା ସଂଗ୍ରାମୀମାନଙ୍କ ତ୍ୟାଗ ଓ ବଳିଦାନକୁ ଆମେ କେତେ ଶୀଘ୍ର ଭୁଲିଯାଉଛୁ ତାହା ଏହି ଘଟଣାରୁ ସ୍ପଷ୍ଟ ହୁଏ । ଜାତି ଯେଉଁମାନଙ୍କ ପାଇଁ ସ୍ୱାଧୀନ ହେଲା, ସେମାନଙ୍କୁ ସମ୍ମାନ ଦେବା ଆମର କର୍ତ୍ତବ୍ୟ ।: [338, 1276, 730, 1323]
sudoku-cell[interactable]: [1241, 1936, 1268, 1967]
sudoku-cell: 4: [1427, 1796, 1454, 1827]
prev-solution-cell: 1: [1459, 2118, 1475, 2134]
simahina-body: ୨୦୧୨ ମସିହା ଫେବୃଆରୀ ୧୯ ତାରିଖ । ଭାରତୀୟ ସଂସଦ ଇତିହାସରେ ଏକ ଗୁରୁତ୍ୱପୂର୍ଣ୍ଣ ଦିନ । ସ୍ୱାଧୀନତା ସଂଗ୍ରାମୀମାନଙ୍କ ତ୍ୟାଗ ଓ ବଳିଦାନକୁ ଆମେ କେତେ ଶୀଘ୍ର ଭୁଲିଯାଉଛୁ ତାହା ଏହି ଘଟଣାରୁ ସ୍ପଷ୍ଟ ହୁଏ । ଜାତି ଯେଉଁମାନଙ୍କ ପାଇଁ ସ୍ୱାଧୀନ ହେଲା, ସେମାନଙ୍କୁ ସମ୍ମାନ ଦେବା ଆମର କର୍ତ୍ତବ୍ୟ ।: [338, 880, 730, 915]
ame-body-cont2: 'ଆମେ' ଶବ୍ଦରେ ଏକ ସାମୂହିକ ଚେତନା ଲୁଚି ରହିଛି, ଅଥଚ 'ମୁଁ' ଶବ୍ଦଟି ସ୍ୱାର୍ଥପରତାର ପ୍ରତୀକ ପାଲଟିଛି । ପରିବାର, ସମାଜ ଓ ରାଷ୍ଟ୍ରର ମଙ୍ଗଳ ପାଇଁ 'ମୁଁ'ରୁ 'ଆମେ' ଆଡ଼କୁ ଯାତ୍ରା ଆବଶ୍ୟକ । ଆଜିର ଯୁବପିଢ଼ି ଏହି ମୂଲ୍ୟବୋଧକୁ ଗ୍ରହଣ କଲେ ଦେଶ ଆଗକୁ ବଢ଼ିବ ।: [4, 1972, 324, 2019]
prev-solution-cell: 5: [1442, 2201, 1458, 2217]
logo-sub: DHARITRI: [947, 50, 989, 58]
sudoku-cell[interactable]: [1267, 1904, 1294, 1936]
sudoku-cell: 1: [1214, 1904, 1241, 1936]
pachisa-banner-line2: ତଳର ଧରିତ୍ରୀ...: [1213, 1622, 1343, 1644]
prev-solution-cell: 8: [1393, 2085, 1409, 2101]
ame-body-cont: 'ଆମେ' ଶବ୍ଦରେ ଏକ ସାମୂହିକ ଚେତନା ଲୁଚି ରହିଛି, ଅଥଚ 'ମୁଁ' ଶବ୍ଦଟି ସ୍ୱାର୍ଥପରତାର ପ୍ରତୀକ ପାଲଟିଛି । ପରିବାର, ସମାଜ ଓ ରାଷ୍ଟ୍ରର ମଙ୍ଗଳ ପାଇଁ 'ମୁଁ'ରୁ 'ଆମେ' ଆଡ଼କୁ ଯାତ୍ରା ଆବଶ୍ୟକ । ଆଜିର ଯୁବପିଢ଼ି ଏହି ମୂଲ୍ୟବୋଧକୁ ଗ୍ରହଣ କଲେ ଦେଶ ଆଗକୁ ବଢ଼ିବ ।: [4, 1936, 324, 1983]
dharma-wheel-icon: [1085, 10, 1133, 58]
col-rule-4: [737, 1972, 738, 2322]
prev-solution-cell: 1: [1360, 2168, 1376, 2184]
letter-5-text-cont: ଆଗାମୀ ନିର୍ବାଚନ ପୂର୍ବରୁ ସରକାର ଅନେକ ଲୋକାଭିମୁଖୀ ଘୋଷଣା କରୁଛନ୍ତି, ଯାହା କେବଳ ଲୋକଦେଖାଣିଆ ବୋଲି ଅନେକେ ମନେ କରୁଛନ୍ତି ।: [1160, 968, 1495, 1003]
neta-body-cont2: ଝାରସୁଗୁଡ଼ା ଜିଲା ବହୁ ପୂର୍ବରୁ ଶିଳ୍ପାଞ୍ଚଳ ପାଇଁ ପରିଚୟ ସୃଷ୍ଟି କରିଛି । କିନ୍ତୁ ଶିକ୍ଷା କ୍ଷେତ୍ରରେ ଏହି ଜିଲା ଏବେ ମଧ୍ୟ ପଛରେ ରହିଛି । ସ୍କୁଲ କଲେଜରେ ଶିକ୍ଷକ ଅଭାବ ଓ ଭିତ୍ତିଭୂମି ସମସ୍ୟା ଲାଗି ରହିଛି । ଜନପ୍ରତିନିଧିମାନେ ଏ ଦିଗରେ ଧ୍ୟାନ ଦେଲେ ଜନତା ଉପକୃତ ହେବେ ।: [4, 1128, 324, 1175]
india-map-icon: [287, 218, 327, 254]
internet-body: ରାଜ୍ୟ ପୋଲିସ ବିଭାଗ ତରଫରୁ ଇଣ୍ଟରନେଟ୍ ମାଧ୍ୟମରେ ଏତଲା ଦାୟର କରିବାର ବ୍ୟବସ୍ଥା କରାଯାଉଛି । ଏହାଦ୍ୱାରା ସାଧାରଣ ଲୋକେ ଥାନାକୁ ନ ଯାଇ ଅଭିଯୋଗ ଦେଇପାରିବେ । ଅନେକ ସମୟରେ ଥାନାରେ ଏତଲା ନେବାକୁ ମନା କରାଯାଉଥିବା ଅଭିଯୋଗ ହୋଇଥାଏ । ନୂଆ ବ୍ୟବସ୍ଥାରେ ଏପରି ସମସ୍ୟା ଦୂର ହେବ ବୋଲି ଆଶା କରାଯାଉଛି । ଅଭିଯୋଗର ଅଗ୍ରଗତି ମଧ୍ୟ ଅନଲାଇନରେ ଦେଖିହେବ ।: [338, 165, 597, 236]
chirantani-title: ଚିରନ୍ତନୀ: [9, 7, 168, 47]
simahina-body-b-cont13: ୨୦୧୨ ମସିହା ଫେବୃଆରୀ ୧୯ ତାରିଖ । ଭାରତୀୟ ସଂସଦ ଇତିହାସରେ ଏକ ଗୁରୁତ୍ୱପୂର୍ଣ୍ଣ ଦିନ । ସ୍ୱାଧୀନତା ସଂଗ୍ରାମୀମାନଙ୍କ ତ୍ୟାଗ ଓ ବଳିଦାନକୁ ଆମେ କେତେ ଶୀଘ୍ର ଭୁଲିଯାଉଛୁ ତାହା ଏହି ଘଟଣାରୁ ସ୍ପଷ୍ଟ ହୁଏ । ଜାତି ଯେଉଁମାନଙ୍କ ପାଇଁ ସ୍ୱାଧୀନ ହେଲା, ସେମାନଙ୍କୁ ସମ୍ମାନ ଦେବା ଆମର କର୍ତ୍ତବ୍ୟ ।: [744, 1312, 1144, 1359]
letter-6-text-cont2: ଜୈବିକ କୃଷି ମାଧ୍ୟମରେ ମାଟିର ଉର୍ବରତା ବଜାୟ ରହେ ଏବଂ ସ୍ୱାସ୍ଥ୍ୟକର ଶସ୍ୟ ଉତ୍ପାଦନ ହୁଏ । ସରକାର ଏହାକୁ ପ୍ରୋତ୍ସାହନ ଦେବା ଉଚିତ ।: [1160, 1166, 1495, 1189]
letter-6-title: ଜୈବିକ କୃଷି: [1285, 1102, 1370, 1124]
sudoku-cell[interactable]: [1321, 1967, 1348, 1998]
ame-body-b-cont3: 'ଆମେ' ଶବ୍ଦରେ ଏକ ସାମୂହିକ ଚେତନା ଲୁଚି ରହିଛି, ଅଥଚ 'ମୁଁ' ଶବ୍ଦଟି ସ୍ୱାର୍ଥପରତାର ପ୍ରତୀକ ପାଲଟିଛି । ପରିବାର, ସମାଜ ଓ ରାଷ୍ଟ୍ରର ମଙ୍ଗଳ ପାଇଁ 'ମୁଁ'ରୁ 'ଆମେ' ଆଡ଼କୁ ଯାତ୍ରା ଆବଶ୍ୟକ । ଆଜିର ଯୁବପିଢ଼ି ଏହି ମୂଲ୍ୟବୋଧକୁ ଗ୍ରହଣ କଲେ ଦେଶ ଆଗକୁ ବଢ଼ିବ ।: [338, 2056, 733, 2091]
simahina-body-cont7: ୨୦୧୨ ମସିହା ଫେବୃଆରୀ ୧୯ ତାରିଖ । ଭାରତୀୟ ସଂସଦ ଇତିହାସରେ ଏକ ଗୁରୁତ୍ୱପୂର୍ଣ୍ଣ ଦିନ । ସ୍ୱାଧୀନତା ସଂଗ୍ରାମୀମାନଙ୍କ ତ୍ୟାଗ ଓ ବଳିଦାନକୁ ଆମେ କେତେ ଶୀଘ୍ର ଭୁଲିଯାଉଛୁ ତାହା ଏହି ଘଟଣାରୁ ସ୍ପଷ୍ଟ ହୁଏ । ଜାତି ଯେଉଁମାନଙ୍କ ପାଇଁ ସ୍ୱାଧୀନ ହେଲା, ସେମାନଙ୍କୁ ସମ୍ମାନ ଦେବା ଆମର କର୍ତ୍ତବ୍ୟ ।: [338, 1108, 730, 1155]
sudoku-cell: 5: [1294, 1999, 1321, 2030]
letter-2-text-cont: ସରକାରଙ୍କ ସ୍ୱାସ୍ଥ୍ୟବୀମା ଯୋଜନାରେ ହିତାଧିକାରୀ ଚୟନରେ ତ୍ରୁଟି ରହିଯାଉଛି । ପ୍ରକୃତ ଗରିବ ପରିବାର ଏଥିରୁ ବଞ୍ଚିତ ହେଉଛନ୍ତି ।: [1160, 400, 1495, 423]
letter-3: [1160, 612, 1495, 782]
prev-solution-cell: 2: [1459, 2135, 1475, 2151]
letter-3-text-cont2: ଧରିତ୍ରୀରେ ପ୍ରକାଶିତ ବୃଦ୍ଧ ନାଗରିକ ଓ ସରକାର ଶୀର୍ଷକ ଲେଖା ପଢ଼ିଲି । ବୃଦ୍ଧମାନଙ୍କ ପ୍ରତି ସମ୍ମାନ ଦେଖାଇବା ସମସ୍ତଙ୍କ କର୍ତ୍ତବ୍ୟ ।: [1160, 678, 1495, 701]
ame-body-c-cont: 'ଆମେ' ଶବ୍ଦରେ ଏକ ସାମୂହିକ ଚେତନା ଲୁଚି ରହିଛି, ଅଥଚ 'ମୁଁ' ଶବ୍ଦଟି ସ୍ୱାର୍ଥପରତାର ପ୍ରତୀକ ପାଲଟିଛି । ପରିବାର, ସମାଜ ଓ ରାଷ୍ଟ୍ରର ମଙ୍ଗଳ ପାଇଁ 'ମୁଁ'ରୁ 'ଆମେ' ଆଡ଼କୁ ଯାତ୍ରା ଆବଶ୍ୟକ । ଆଜିର ଯୁବପିଢ଼ି ଏହି ମୂଲ୍ୟବୋଧକୁ ଗ୍ରହଣ କଲେ ଦେଶ ଆଗକୁ ବଢ଼ିବ ।: [744, 1996, 1144, 2031]
sudoku-cell: 4: [1401, 1904, 1428, 1936]
col-rule-1: [331, 218, 332, 1878]
simahina-body-cont11: ୨୦୧୨ ମସିହା ଫେବୃଆରୀ ୧୯ ତାରିଖ । ଭାରତୀୟ ସଂସଦ ଇତିହାସରେ ଏକ ଗୁରୁତ୍ୱପୂର୍ଣ୍ଣ ଦିନ । ସ୍ୱାଧୀନତା ସଂଗ୍ରାମୀମାନଙ୍କ ତ୍ୟାଗ ଓ ବଳିଦାନକୁ ଆମେ କେତେ ଶୀଘ୍ର ଭୁଲିଯାଉଛୁ ତାହା ଏହି ଘଟଣାରୁ ସ୍ପଷ୍ଟ ହୁଏ । ଜାତି ଯେଉଁମାନଙ୍କ ପାଇଁ ସ୍ୱାଧୀନ ହେଲା, ସେମାନଙ୍କୁ ସମ୍ମାନ ଦେବା ଆମର କର୍ତ୍ତବ୍ୟ ।: [338, 1240, 730, 1287]
ei-bharatare-header: [2, 218, 327, 254]
prev-solution-cell: 1: [1393, 2184, 1409, 2200]
neta-headline: ନେତା, ଜନତା ଓ ଶିକ୍ଷାୟନ: [2, 1012, 290, 1047]
internet-body-cont2: ରାଜ୍ୟ ପୋଲିସ ବିଭାଗ ତରଫରୁ ଇଣ୍ଟରନେଟ୍ ମାଧ୍ୟମରେ ଏତଲା ଦାୟର କରିବାର ବ୍ୟବସ୍ଥା କରାଯାଉଛି । ଏହାଦ୍ୱାରା ସାଧାରଣ ଲୋକେ ଥାନାକୁ ନ ଯାଇ ଅଭିଯୋଗ ଦେଇପାରିବେ । ଅନେକ ସମୟରେ ଥାନାରେ ଏତଲା ନେବାକୁ ମନା କରାଯାଉଥିବା ଅଭିଯୋଗ ହୋଇଥାଏ । ନୂଆ ବ୍ୟବସ୍ଥାରେ ଏପରି ସମସ୍ୟା ଦୂର ହେବ ବୋଲି ଆଶା କରାଯାଉଛି । ଅଭିଯୋଗର ଅଗ୍ରଗତି ମଧ୍ୟ ଅନଲାଇନରେ ଦେଖିହେବ ।: [338, 297, 597, 368]
letter-5-sig: ରାମଚନ୍ଦ୍ର ଦାସ, ଅନୁଗୋଳ: [1398, 1085, 1495, 1096]
ame-body-cont5: 'ଆମେ' ଶବ୍ଦରେ ଏକ ସାମୂହିକ ଚେତନା ଲୁଚି ରହିଛି, ଅଥଚ 'ମୁଁ' ଶବ୍ଦଟି ସ୍ୱାର୍ଥପରତାର ପ୍ରତୀକ ପାଲଟିଛି । ପରିବାର, ସମାଜ ଓ ରାଷ୍ଟ୍ରର ମଙ୍ଗଳ ପାଇଁ 'ମୁଁ'ରୁ 'ଆମେ' ଆଡ଼କୁ ଯାତ୍ରା ଆବଶ୍ୟକ । ଆଜିର ଯୁବପିଢ଼ି ଏହି ମୂଲ୍ୟବୋଧକୁ ଗ୍ରହଣ କଲେ ଦେଶ ଆଗକୁ ବଢ଼ିବ ।: [4, 2080, 324, 2127]
ei-bharatare-label: ଏଇ ଭାରତରେ...: [52, 224, 176, 248]
letter-2-text-cont2: ସରକାରଙ୍କ ସ୍ୱାସ୍ଥ୍ୟବୀମା ଯୋଜନାରେ ହିତାଧିକାରୀ ଚୟନରେ ତ୍ରୁଟି ରହିଯାଉଛି । ପ୍ରକୃତ ଗରିବ ପରିବାର ଏଥିରୁ ବଞ୍ଚିତ ହେଉଛନ୍ତି ।: [1160, 412, 1495, 447]
prev-solution-cell: 8: [1459, 2102, 1475, 2118]
simahina-body-cont16: ୨୦୧୨ ମସିହା ଫେବୃଆରୀ ୧୯ ତାରିଖ । ଭାରତୀୟ ସଂସଦ ଇତିହାସରେ ଏକ ଗୁରୁତ୍ୱପୂର୍ଣ୍ଣ ଦିନ । ସ୍ୱାଧୀନତା ସଂଗ୍ରାମୀମାନଙ୍କ ତ୍ୟାଗ ଓ ବଳିଦାନକୁ ଆମେ କେତେ ଶୀଘ୍ର ଭୁଲିଯାଉଛୁ ତାହା ଏହି ଘଟଣାରୁ ସ୍ପଷ୍ଟ ହୁଏ । ଜାତି ଯେଉଁମାନଙ୍କ ପାଇଁ ସ୍ୱାଧୀନ ହେଲା, ସେମାନଙ୍କୁ ସମ୍ମାନ ଦେବା ଆମର କର୍ତ୍ତବ୍ୟ ।: [338, 1408, 730, 1455]
simahina-body-b-cont5: ୨୦୧୨ ମସିହା ଫେବୃଆରୀ ୧୯ ତାରିଖ । ଭାରତୀୟ ସଂସଦ ଇତିହାସରେ ଏକ ଗୁରୁତ୍ୱପୂର୍ଣ୍ଣ ଦିନ । ସ୍ୱାଧୀନତା ସଂଗ୍ରାମୀମାନଙ୍କ ତ୍ୟାଗ ଓ ବଳିଦାନକୁ ଆମେ କେତେ ଶୀଘ୍ର ଭୁଲିଯାଉଛୁ ତାହା ଏହି ଘଟଣାରୁ ସ୍ପଷ୍ଟ ହୁଏ । ଜାତି ଯେଉଁମାନଙ୍କ ପାଇଁ ସ୍ୱାଧୀନ ହେଲା, ସେମାନଙ୍କୁ ସମ୍ମାନ ଦେବା ଆମର କର୍ତ୍ତବ୍ୟ ।: [744, 1036, 1144, 1083]
prev-solution-grid: [1326, 2068, 1476, 2218]
simahina-body-cont15: ୨୦୧୨ ମସିହା ଫେବୃଆରୀ ୧୯ ତାରିଖ । ଭାରତୀୟ ସଂସଦ ଇତିହାସରେ ଏକ ଗୁରୁତ୍ୱପୂର୍ଣ୍ଣ ଦିନ । ସ୍ୱାଧୀନତା ସଂଗ୍ରାମୀମାନଙ୍କ ତ୍ୟାଗ ଓ ବଳିଦାନକୁ ଆମେ କେତେ ଶୀଘ୍ର ଭୁଲିଯାଉଛୁ ତାହା ଏହି ଘଟଣାରୁ ସ୍ପଷ୍ଟ ହୁଏ । ଜାତି ଯେଉଁମାନଙ୍କ ପାଇଁ ସ୍ୱାଧୀନ ହେଲା, ସେମାନଙ୍କୁ ସମ୍ମାନ ଦେବା ଆମର କର୍ତ୍ତବ୍ୟ ।: [338, 1384, 730, 1419]
sudoku-cell[interactable]: [1427, 1834, 1454, 1866]
prev-solution-cell: 9: [1343, 2102, 1359, 2118]
simahina-body-cont: ୨୦୧୨ ମସିହା ଫେବୃଆରୀ ୧୯ ତାରିଖ । ଭାରତୀୟ ସଂସଦ ଇତିହାସରେ ଏକ ଗୁରୁତ୍ୱପୂର୍ଣ୍ଣ ଦିନ । ସ୍ୱାଧୀନତା ସଂଗ୍ରାମୀମାନଙ୍କ ତ୍ୟାଗ ଓ ବଳିଦାନକୁ ଆମେ କେତେ ଶୀଘ୍ର ଭୁଲିଯାଉଛୁ ତାହା ଏହି ଘଟଣାରୁ ସ୍ପଷ୍ଟ ହୁଏ । ଜାତି ଯେଉଁମାନଙ୍କ ପାଇଁ ସ୍ୱାଧୀନ ହେଲା, ସେମାନଙ୍କୁ ସମ୍ମାନ ଦେବା ଆମର କର୍ତ୍ତବ୍ୟ ।: [338, 904, 730, 951]
prev-solution-cell: 3: [1459, 2168, 1475, 2184]
poem-line: ବହିଚିବ ଆକାଶ ପବନ,: [83, 99, 193, 114]
sudoku-cell[interactable]: [1374, 1936, 1401, 1967]
contact-address: ବି-୧୫, ରସୁଲଗଡ଼ ଶିଳ୍ପାଞ୍ଚଳ, ଭୁବନେଶ୍ୱର-୭୫୧୦୧୦: [1214, 1341, 1442, 1354]
contact-editor: ସମ୍ପାଦକ, ଧରିତ୍ରୀ,: [1284, 1323, 1372, 1336]
prev-solution-cell: 6: [1343, 2135, 1359, 2151]
letter-2-body: [1160, 388, 1495, 588]
poet-name: –କାଳିନ୍ଦୀ ଚରଣ ପାଣିଗ୍ରାହୀ: [83, 192, 236, 210]
sudoku-cell[interactable]: [1214, 1872, 1241, 1903]
sudoku-cell: 8: [1401, 1834, 1428, 1866]
ame-signoff: –ରଞ୍ଜନ ବିଦ୍ୟାବିନୋଦ, ଶାଣ୍ତିବିହାର, ଭୁବନେଶ୍ୱର: [924, 2306, 1140, 2319]
simahina-body-cont4: ୨୦୧୨ ମସିହା ଫେବୃଆରୀ ୧୯ ତାରିଖ । ଭାରତୀୟ ସଂସଦ ଇତିହାସରେ ଏକ ଗୁରୁତ୍ୱପୂର୍ଣ୍ଣ ଦିନ । ସ୍ୱାଧୀନତା ସଂଗ୍ରାମୀମାନଙ୍କ ତ୍ୟାଗ ଓ ବଳିଦାନକୁ ଆମେ କେତେ ଶୀଘ୍ର ଭୁଲିଯାଉଛୁ ତାହା ଏହି ଘଟଣାରୁ ସ୍ପଷ୍ଟ ହୁଏ । ଜାତି ଯେଉଁମାନଙ୍କ ପାଇଁ ସ୍ୱାଧୀନ ହେଲା, ସେମାନଙ୍କୁ ସମ୍ମାନ ଦେବା ଆମର କର୍ତ୍ତବ୍ୟ ।: [338, 1012, 730, 1059]
neta-body-cont: ଝାରସୁଗୁଡ଼ା ଜିଲା ବହୁ ପୂର୍ବରୁ ଶିଳ୍ପାଞ୍ଚଳ ପାଇଁ ପରିଚୟ ସୃଷ୍ଟି କରିଛି । କିନ୍ତୁ ଶିକ୍ଷା କ୍ଷେତ୍ରରେ ଏହି ଜିଲା ଏବେ ମଧ୍ୟ ପଛରେ ରହିଛି । ସ୍କୁଲ କଲେଜରେ ଶିକ୍ଷକ ଅଭାବ ଓ ଭିତ୍ତିଭୂମି ସମସ୍ୟା ଲାଗି ରହିଛି । ଜନପ୍ରତିନିଧିମାନେ ଏ ଦିଗରେ ଧ୍ୟାନ ଦେଲେ ଜନତା ଉପକୃତ ହେବେ ।: [4, 1092, 324, 1139]
sudoku-cell: 4: [1294, 1834, 1321, 1866]
footer-mark-3: [950, 2327, 1030, 2336]
prev-solution-cell: 3: [1426, 2085, 1442, 2101]
sudoku-title: ସୁ-ଡୋ-କୁ: [1319, 1741, 1477, 1775]
prev-solution-cell: 9: [1376, 2184, 1392, 2200]
sudoku-cell: 9: [1321, 1936, 1348, 1967]
contact-email-label: କେବଳ ସମ୍ପାଦକଙ୍କୁ ପତ୍ର, ଖବର ପାଇଁ ବ୍ୟବହାର କରନ୍ତୁ :: [1209, 1361, 1447, 1372]
chirantani-box: [2, 2, 327, 212]
prev-solution-cell: 2: [1426, 2102, 1442, 2118]
prev-solution-cell: 8: [1409, 2135, 1425, 2151]
internet-body-cont8: ରାଜ୍ୟ ପୋଲିସ ବିଭାଗ ତରଫରୁ ଇଣ୍ଟରନେଟ୍ ମାଧ୍ୟମରେ ଏତଲା ଦାୟର କରିବାର ବ୍ୟବସ୍ଥା କରାଯାଉଛି । ଏହାଦ୍ୱାରା ସାଧାରଣ ଲୋକେ ଥାନାକୁ ନ ଯାଇ ଅଭିଯୋଗ ଦେଇପାରିବେ । ଅନେକ ସମୟରେ ଥାନାରେ ଏତଲା ନେବାକୁ ମନା କରାଯାଉଥିବା ଅଭିଯୋଗ ହୋଇଥାଏ । ନୂଆ ବ୍ୟବସ୍ଥାରେ ଏପରି ସମସ୍ୟା ଦୂର ହେବ ବୋଲି ଆଶା କରାଯାଉଛି । ଅଭିଯୋଗର ଅଗ୍ରଗତି ମଧ୍ୟ ଅନଲାଇନରେ ଦେଖିହେବ ।: [611, 297, 870, 368]
sudoku-cell[interactable]: [1347, 1904, 1374, 1936]
simahina-body-b-cont10: ୨୦୧୨ ମସିହା ଫେବୃଆରୀ ୧୯ ତାରିଖ । ଭାରତୀୟ ସଂସଦ ଇତିହାସରେ ଏକ ଗୁରୁତ୍ୱପୂର୍ଣ୍ଣ ଦିନ । ସ୍ୱାଧୀନତା ସଂଗ୍ରାମୀମାନଙ୍କ ତ୍ୟାଗ ଓ ବଳିଦାନକୁ ଆମେ କେତେ ଶୀଘ୍ର ଭୁଲିଯାଉଛୁ ତାହା ଏହି ଘଟଣାରୁ ସ୍ପଷ୍ଟ ହୁଏ । ଜାତି ଯେଉଁମାନଙ୍କ ପାଇଁ ସ୍ୱାଧୀନ ହେଲା, ସେମାନଙ୍କୁ ସମ୍ମାନ ଦେବା ଆମର କର୍ତ୍ତବ୍ୟ ।: [744, 1216, 1144, 1263]
pachisa-date-1: ୯, ଅକ୍ଟୋବର: [1370, 1596, 1466, 1616]
letter-1-sig: ଡା. ଦେବାନନ୍ଦ ମହାରଣା, ଏମ୍ପି ମାର୍କେଟ କମ୍ପ୍ଲେକ୍ସ, କଟକ: [1280, 344, 1495, 355]
poem-line: ମଧୁର ବେଦନା ସମ: [13, 61, 103, 76]
sudoku-cell[interactable]: [1241, 1967, 1268, 1998]
letter-2-text: ସରକାରଙ୍କ ସ୍ୱାସ୍ଥ୍ୟବୀମା ଯୋଜନାରେ ହିତାଧିକାରୀ ଚୟନରେ ତ୍ରୁଟି ରହିଯାଉଛି । ପ୍ରକୃତ ଗରିବ ପରିବାର ଏଥିରୁ ବଞ୍ଚିତ ହେଉଛନ୍ତି ।: [1160, 388, 1495, 411]
prev-solution-cell: 9: [1459, 2085, 1475, 2101]
prev-solution-cell: 2: [1376, 2069, 1392, 2085]
sudoku-cell: 2: [1294, 1967, 1321, 1998]
quote-author: –ଶ୍ରୀମା: [739, 42, 778, 56]
neta-body-cont3: ଝାରସୁଗୁଡ଼ା ଜିଲା ବହୁ ପୂର୍ବରୁ ଶିଳ୍ପାଞ୍ଚଳ ପାଇଁ ପରିଚୟ ସୃଷ୍ଟି କରିଛି । କିନ୍ତୁ ଶିକ୍ଷା କ୍ଷେତ୍ରରେ ଏହି ଜିଲା ଏବେ ମଧ୍ୟ ପଛରେ ରହିଛି । ସ୍କୁଲ କଲେଜରେ ଶିକ୍ଷକ ଅଭାବ ଓ ଭିତ୍ତିଭୂମି ସମସ୍ୟା ଲାଗି ରହିଛି । ଜନପ୍ରତିନିଧିମାନେ ଏ ଦିଗରେ ଧ୍ୟାନ ଦେଲେ ଜନତା ଉପକୃତ ହେବେ ।: [4, 1164, 324, 1211]
prev-solution-cell: 3: [1376, 2135, 1392, 2151]
sudoku-cell: 3: [1267, 1796, 1294, 1827]
prev-solution-cell: 3: [1360, 2184, 1376, 2200]
prev-solution-cell: 2: [1360, 2085, 1376, 2101]
prev-solution-cell: 1: [1442, 2069, 1458, 2085]
prev-solution-cell: 5: [1393, 2201, 1409, 2217]
prev-solution-cell: 4: [1393, 2135, 1409, 2151]
prev-solution-cell: 3: [1327, 2069, 1343, 2085]
prev-solution-cell: 8: [1442, 2184, 1458, 2200]
prev-solution-cell: 8: [1426, 2118, 1442, 2134]
prev-solution-cell: 1: [1343, 2085, 1359, 2101]
prev-solution-cell: 5: [1327, 2085, 1343, 2101]
prev-solution-cell: 4: [1442, 2085, 1458, 2101]
simahina-body-cont9: ୨୦୧୨ ମସିହା ଫେବୃଆରୀ ୧୯ ତାରିଖ । ଭାରତୀୟ ସଂସଦ ଇତିହାସରେ ଏକ ଗୁରୁତ୍ୱପୂର୍ଣ୍ଣ ଦିନ । ସ୍ୱାଧୀନତା ସଂଗ୍ରାମୀମାନଙ୍କ ତ୍ୟାଗ ଓ ବଳିଦାନକୁ ଆମେ କେତେ ଶୀଘ୍ର ଭୁଲିଯାଉଛୁ ତାହା ଏହି ଘଟଣାରୁ ସ୍ପଷ୍ଟ ହୁଏ । ଜାତି ଯେଉଁମାନଙ୍କ ପାଇଁ ସ୍ୱାଧୀନ ହେଲା, ସେମାନଙ୍କୁ ସମ୍ମାନ ଦେବା ଆମର କର୍ତ୍ତବ୍ୟ ।: [338, 1180, 730, 1227]
sudoku-desc-text: ସୁ-ଡୋ-କୁ ଏକ ଅଙ୍କ ଖେଳ । ଏଥିରେ ଥିବା ଶୂନ୍ୟସ୍ଥାନଗୁଡ଼ିକରେ ୧ରୁ ୯ ପର୍ଯ୍ୟନ୍ତ ଅଙ୍କ ପୂରଣ କରିବାକୁ ହେବ । ପ୍ରତି ଧାଡ଼ି, ସ୍ତମ୍ଭ ଓ ବାକ୍ସରେ କୌଣସି ଅଙ୍କ ଦୁଇଥର ରହିବ ନାହିଁ ।: [1178, 2066, 1318, 2125]
sudoku-cell: 5: [1401, 1872, 1428, 1903]
internet-body-cont7: ରାଜ୍ୟ ପୋଲିସ ବିଭାଗ ତରଫରୁ ଇଣ୍ଟରନେଟ୍ ମାଧ୍ୟମରେ ଏତଲା ଦାୟର କରିବାର ବ୍ୟବସ୍ଥା କରାଯାଉଛି । ଏହାଦ୍ୱାରା ସାଧାରଣ ଲୋକେ ଥାନାକୁ ନ ଯାଇ ଅଭିଯୋଗ ଦେଇପାରିବେ । ଅନେକ ସମୟରେ ଥାନାରେ ଏତଲା ନେବାକୁ ମନା କରାଯାଉଥିବା ଅଭିଯୋଗ ହୋଇଥାଏ । ନୂଆ ବ୍ୟବସ୍ଥାରେ ଏପରି ସମସ୍ୟା ଦୂର ହେବ ବୋଲି ଆଶା କରାଯାଉଛି । ଅଭିଯୋଗର ଅଗ୍ରଗତି ମଧ୍ୟ ଅନଲାଇନରେ ଦେଖିହେବ ।: [611, 225, 870, 296]
prev-solution-cell: 9: [1442, 2135, 1458, 2151]
ei-bharatare-body-cont2: ନିଜ ପରିବାର ଦେଇକିଲିକ କାର୍ଯ୍ୟକ୍ରମ ଦେଖିବା ପାଇଁ ସମସ୍ତଙ୍କ ଇଚ୍ଛା ଥାଏ । କିନ୍ତୁ ଘରେ ଅନ୍ୟ ସଦସ୍ୟମାନେ ମଧ୍ୟ ଟେଲିଭିଜନ ଦେଖିବା ପାଇଁ ବସିଥାନ୍ତି । ଉତ୍ତରପ୍ରଦେଶର ଜଣେ ବ୍ୟକ୍ତି କାର୍ଯ୍ୟକ୍ରମ ନ ଦେଖିପାରିବାରୁ ଥାନା ଯାଇ ଅଭିଯୋଗ ଦାୟର କରିଥିଲେ । ପୋଲିସ ଘଟଣାର ତଦନ୍ତ ଆରମ୍ଭ କରି ପରିବାରକୁ ବୁଝାଇଥିଲା । ଏହି ଘଟଣା ଚର୍ଚ୍ଚାର ବିଷୟ ପାଲଟିଛି ।: [4, 356, 324, 415]
internet-body-cont17: ରାଜ୍ୟ ପୋଲିସ ବିଭାଗ ତରଫରୁ ଇଣ୍ଟରନେଟ୍ ମାଧ୍ୟମରେ ଏତଲା ଦାୟର କରିବାର ବ୍ୟବସ୍ଥା କରାଯାଉଛି । ଏହାଦ୍ୱାରା ସାଧାରଣ ଲୋକେ ଥାନାକୁ ନ ଯାଇ ଅଭିଯୋଗ ଦେଇପାରିବେ । ଅନେକ ସମୟରେ ଥାନାରେ ଏତଲା ନେବାକୁ ମନା କରାଯାଉଥିବା ଅଭିଯୋଗ ହୋଇଥାଏ । ନୂଆ ବ୍ୟବସ୍ଥାରେ ଏପରି ସମସ୍ୟା ଦୂର ହେବ ବୋଲି ଆଶା କରାଯାଉଛି । ଅଭିଯୋଗର ଅଗ୍ରଗତି ମଧ୍ୟ ଅନଲାଇନରେ ଦେଖିହେବ ।: [884, 489, 1143, 560]
letter-1: [1160, 50, 1495, 355]
letter-4-sig: ପ୍ରଶାନ୍ତ କୁମାର ସାହୁ, ଭଦ୍ରକ: [1378, 910, 1495, 921]
prev-solution-cell: 9: [1360, 2151, 1376, 2167]
sudoku-footer: ଉତ୍ତର ଆରମ୍ଭରେ ଆସନ୍ତାକାଲି ପ୍ରକାଶ ପାଇବ ।: [1228, 2040, 1432, 2051]
